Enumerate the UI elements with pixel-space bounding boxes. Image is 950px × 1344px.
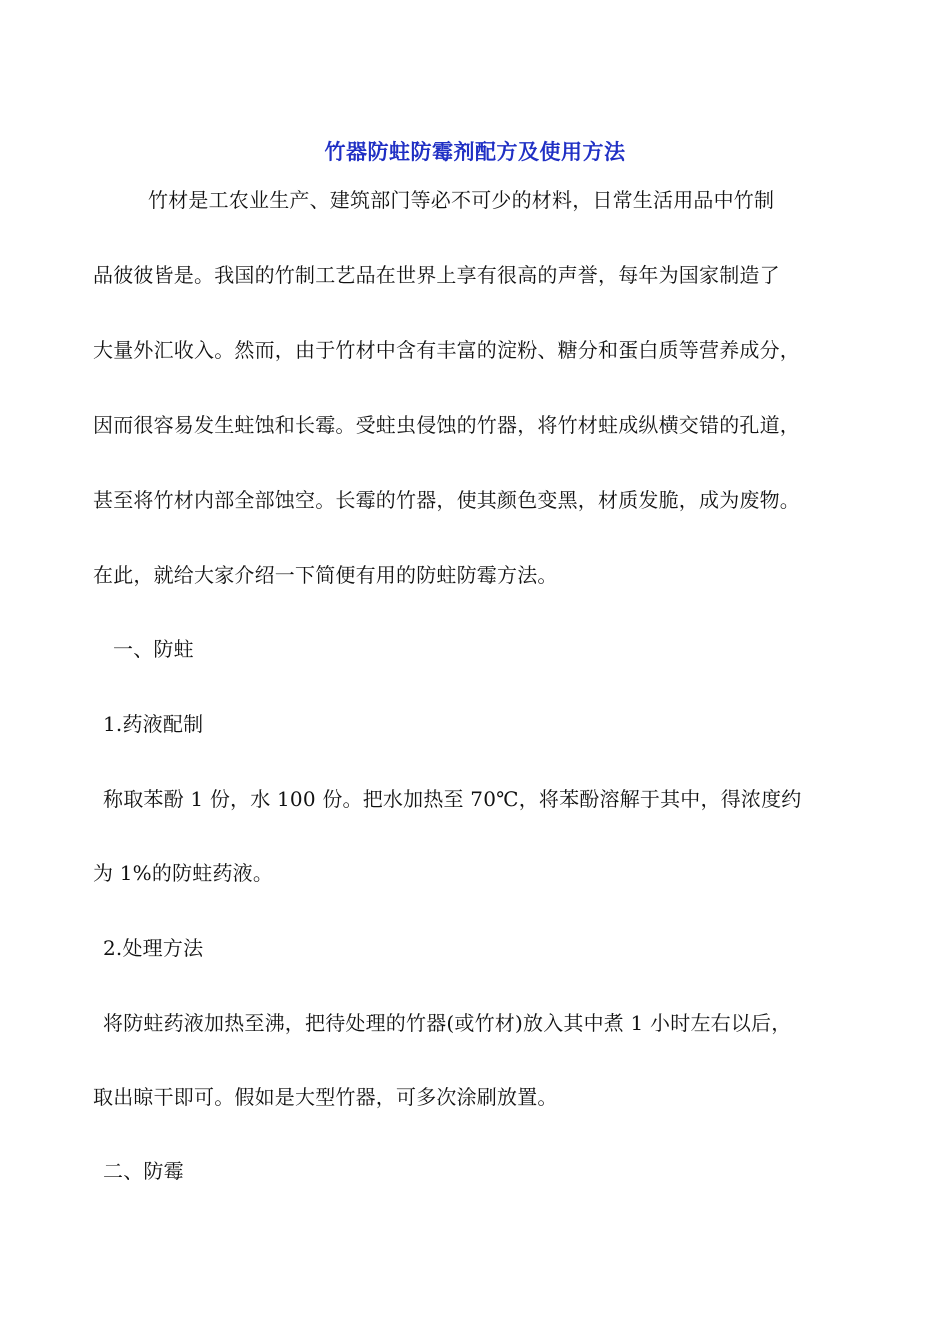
solution-prep-line-1: 称取苯酚 1 份，水 100 份。把水加热至 70℃，将苯酚溶解于其中，得浓度约 bbox=[103, 787, 802, 811]
intro-line-1: 竹材是工农业生产、建筑部门等必不可少的材料，日常生活用品中竹制 bbox=[148, 188, 775, 212]
intro-line-5: 甚至将竹材内部全部蚀空。长霉的竹器，使其颜色变黑，材质发脆，成为废物。 bbox=[93, 488, 800, 512]
subheading-treatment: 2.处理方法 bbox=[103, 936, 204, 960]
document-title: 竹器防蛀防霉剂配方及使用方法 bbox=[324, 139, 626, 164]
solution-prep-line-2: 为 1%的防蛀药液。 bbox=[93, 861, 274, 885]
intro-line-6: 在此，就给大家介绍一下简便有用的防蛀防霉方法。 bbox=[93, 563, 558, 587]
treatment-line-2: 取出晾干即可。假如是大型竹器，可多次涂刷放置。 bbox=[93, 1085, 558, 1109]
intro-line-2: 品彼彼皆是。我国的竹制工艺品在世界上享有很高的声誉，每年为国家制造了 bbox=[93, 263, 780, 287]
subheading-solution-prep: 1.药液配制 bbox=[103, 712, 204, 736]
section-heading-anti-mold: 二、防霉 bbox=[103, 1159, 184, 1183]
intro-line-3: 大量外汇收入。然而，由于竹材中含有丰富的淀粉、糖分和蛋白质等营养成分， bbox=[93, 338, 800, 362]
treatment-line-1: 将防蛀药液加热至沸，把待处理的竹器(或竹材)放入其中煮 1 小时左右以后， bbox=[103, 1011, 792, 1035]
intro-line-4: 因而很容易发生蛀蚀和长霉。受蛀虫侵蚀的竹器，将竹材蛀成纵横交错的孔道， bbox=[93, 413, 800, 437]
section-heading-anti-moth: 一、防蛀 bbox=[113, 637, 194, 661]
